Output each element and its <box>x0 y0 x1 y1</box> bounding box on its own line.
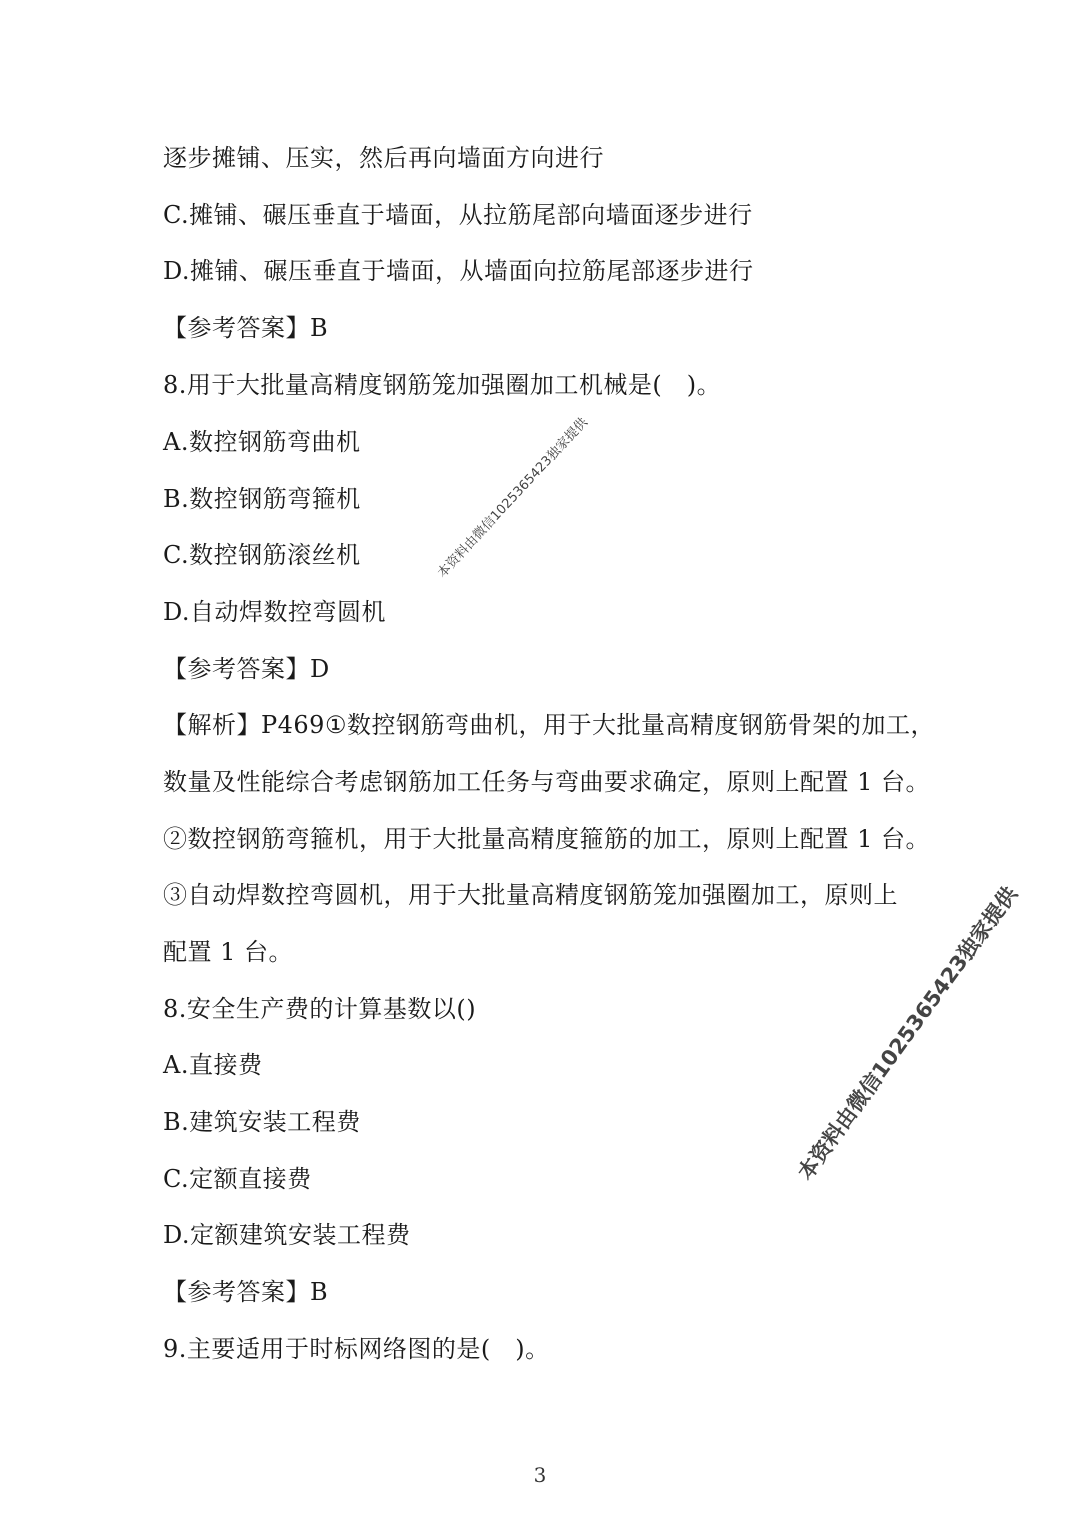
question-8: 8.用于大批量高精度钢筋笼加强圈加工机械是( )。 <box>163 371 722 399</box>
text-line: 逐步摊铺、压实，然后再向墙面方向进行 <box>163 144 604 172</box>
reference-answer: 【参考答案】B <box>163 1278 329 1306</box>
analysis-line: 【解析】P469①数控钢筋弯曲机，用于大批量高精度钢筋骨架的加工， <box>163 711 935 739</box>
reference-answer: 【参考答案】B <box>163 314 329 342</box>
question-9: 9.主要适用于时标网络图的是( )。 <box>163 1335 550 1363</box>
page-number: 3 <box>533 1463 547 1487</box>
option-d: D.自动焊数控弯圆机 <box>163 598 387 626</box>
option-d: D.摊铺、碾压垂直于墙面，从墙面向拉筋尾部逐步进行 <box>163 257 754 285</box>
option-c: C.定额直接费 <box>163 1165 312 1193</box>
option-a: A.数控钢筋弯曲机 <box>163 428 361 456</box>
analysis-line: 配置 1 台。 <box>163 938 294 966</box>
analysis-line: ③自动焊数控弯圆机，用于大批量高精度钢筋笼加强圈加工，原则上 <box>163 881 898 909</box>
option-a: A.直接费 <box>163 1051 263 1079</box>
analysis-line: 数量及性能综合考虑钢筋加工任务与弯曲要求确定，原则上配置 1 台。 <box>163 768 931 796</box>
option-b: B.建筑安装工程费 <box>163 1108 361 1136</box>
watermark-large: 本资料由微信1025365423独家提供 <box>793 882 1022 1185</box>
reference-answer: 【参考答案】D <box>163 655 330 683</box>
option-b: B.数控钢筋弯箍机 <box>163 485 361 513</box>
option-c: C.数控钢筋滚丝机 <box>163 541 361 569</box>
option-c: C.摊铺、碾压垂直于墙面，从拉筋尾部向墙面逐步进行 <box>163 201 753 229</box>
option-d: D.定额建筑安装工程费 <box>163 1221 411 1249</box>
watermark-small: 本资料由微信1025365423独家提供 <box>434 415 591 581</box>
analysis-line: ②数控钢筋弯箍机，用于大批量高精度箍筋的加工，原则上配置 1 台。 <box>163 825 931 853</box>
question-8b: 8.安全生产费的计算基数以() <box>163 995 477 1023</box>
